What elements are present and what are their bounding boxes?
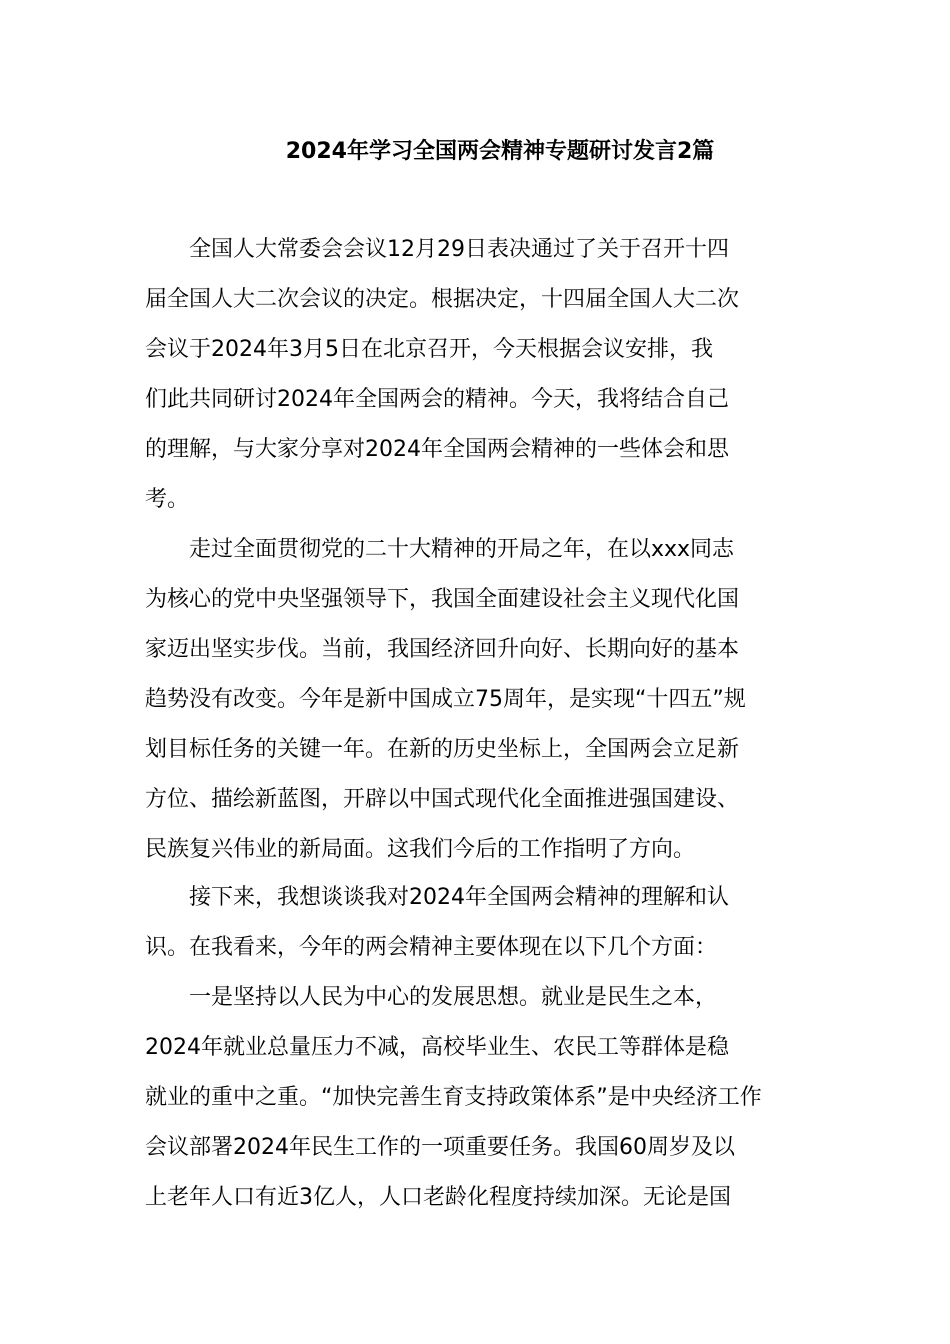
- paragraph-line: 2024年就业总量压力不减，高校毕业生、农民工等群体是稳: [145, 1035, 729, 1060]
- paragraph-line: 上老年人口有近3亿人，人口老龄化程度持续加深。无论是国: [145, 1185, 731, 1210]
- paragraph-line: 会议部署2024年民生工作的一项重要任务。我国60周岁及以: [145, 1135, 735, 1160]
- paragraph-line: 走过全面贯彻党的二十大精神的开局之年，在以xxx同志: [145, 537, 735, 562]
- paragraph-line: 接下来，我想谈谈我对2024年全国两会精神的理解和认: [145, 885, 729, 910]
- paragraph-line: 趋势没有改变。今年是新中国成立75周年，是实现“十四五”规: [145, 687, 746, 712]
- document-title: 2024年学习全国两会精神专题研讨发言2篇: [285, 139, 715, 164]
- paragraph-line: 会议于2024年3月5日在北京召开，今天根据会议安排，我: [145, 337, 713, 362]
- paragraph-line: 家迈出坚实步伐。当前，我国经济回升向好、长期向好的基本: [145, 637, 740, 662]
- paragraph-line: 的理解，与大家分享对2024年全国两会精神的一些体会和思: [145, 437, 729, 462]
- paragraph-line: 一是坚持以人民为中心的发展思想。就业是民生之本，: [145, 985, 718, 1010]
- paragraph-line: 全国人大常委会会议12月29日表决通过了关于召开十四: [145, 237, 729, 262]
- paragraph-line: 为核心的党中央坚强领导下，我国全面建设社会主义现代化国: [145, 587, 740, 612]
- paragraph-line: 就业的重中之重。“加快完善生育支持政策体系”是中央经济工作: [145, 1085, 762, 1110]
- paragraph-line: 划目标任务的关键一年。在新的历史坐标上，全国两会立足新: [145, 737, 740, 762]
- paragraph-line: 方位、描绘新蓝图，开辟以中国式现代化全面推进强国建设、: [145, 787, 740, 812]
- paragraph-line: 们此共同研讨2024年全国两会的精神。今天，我将结合自己: [145, 387, 729, 412]
- paragraph-line: 民族复兴伟业的新局面。这我们今后的工作指明了方向。: [145, 837, 696, 862]
- paragraph-line: 识。在我看来，今年的两会精神主要体现在以下几个方面：: [145, 935, 718, 960]
- paragraph-line: 届全国人大二次会议的决定。根据决定，十四届全国人大二次: [145, 287, 740, 312]
- paragraph-line: 考。: [145, 487, 190, 512]
